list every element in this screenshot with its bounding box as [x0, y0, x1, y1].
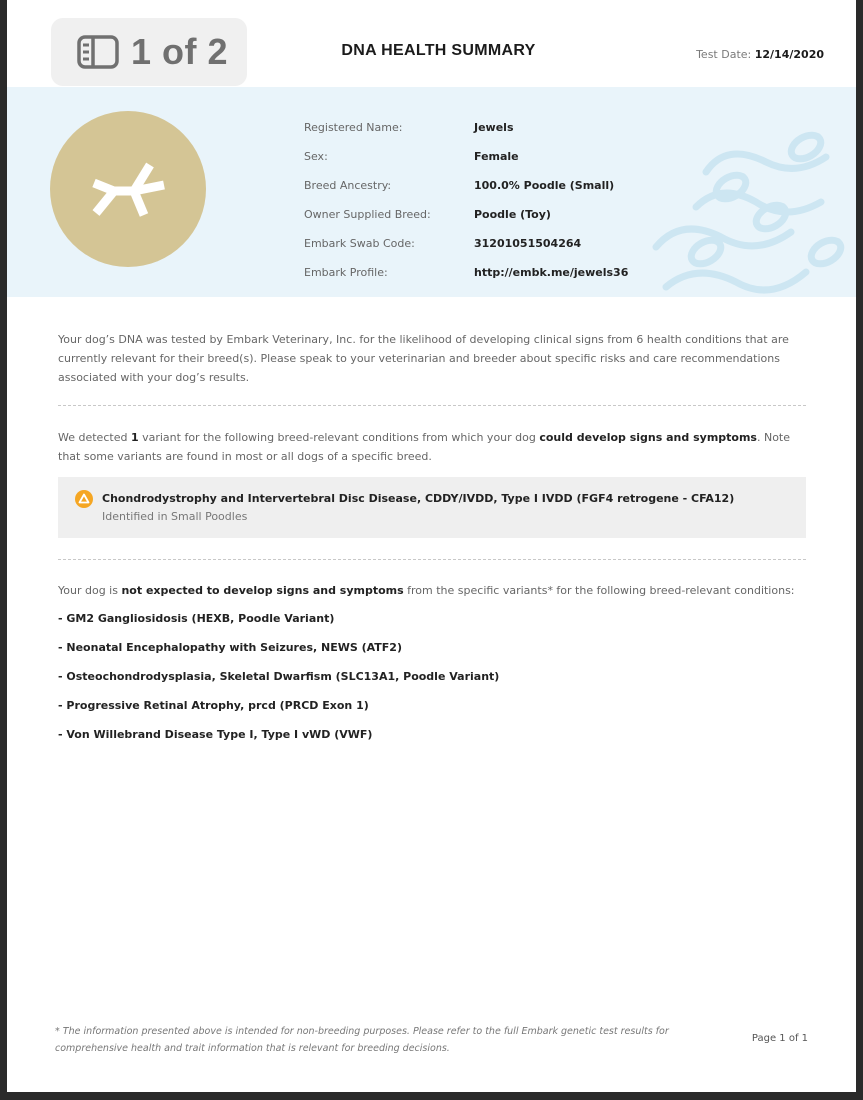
test-date-value: 12/14/2020 [754, 48, 824, 61]
profile-field-row [304, 113, 628, 142]
not-expected-suffix: from the specific variants* for the following breed-relevant conditions: [403, 584, 795, 597]
profile-field-label: Breed Ancestry: [304, 179, 392, 192]
avatar [50, 111, 206, 267]
test-date [696, 48, 824, 61]
section-divider [58, 559, 806, 560]
detected-middle: variant for the following breed-relevant conditions from which your dog [138, 431, 540, 444]
section-divider [58, 405, 806, 406]
embark-logo-icon [88, 159, 168, 219]
list-item: - GM2 Gangliosidosis (HEXB, Poodle Variant) [58, 612, 335, 625]
page-count-label: 1 of 2 [131, 31, 229, 72]
detected-count: 1 [130, 431, 139, 444]
condition-list [58, 610, 499, 755]
detected-emphasis: could develop signs and symptoms [539, 431, 757, 444]
profile-fields [304, 113, 628, 287]
not-expected-paragraph [58, 581, 806, 600]
detected-paragraph [58, 428, 806, 466]
document-page [7, 0, 856, 1092]
detected-prefix: We detected [58, 431, 131, 444]
profile-field-label: Owner Supplied Breed: [304, 208, 431, 221]
profile-field-row [304, 229, 628, 258]
condition-subtitle: Identified in Small Poodles [102, 510, 248, 523]
footnote-line: comprehensive health and trait information that is relevant for breeding decisions. [55, 1043, 450, 1054]
detected-condition-card [58, 477, 806, 538]
profile-field-row [304, 200, 628, 229]
profile-field-value: Female [474, 150, 519, 163]
not-expected-emphasis: not expected to develop signs and symptoms [121, 584, 404, 597]
page-number: Page 1 of 1 [751, 1033, 808, 1044]
profile-field-label: Registered Name: [304, 121, 403, 134]
page-count-badge[interactable] [51, 18, 247, 86]
profile-field-value: 100.0% Poodle (Small) [474, 179, 615, 192]
test-date-label: Test Date: [696, 48, 752, 61]
profile-field-value: Poodle (Toy) [474, 208, 551, 221]
document-title: DNA HEALTH SUMMARY [341, 42, 536, 59]
warning-icon [75, 490, 93, 508]
profile-header [7, 87, 856, 297]
profile-field-row [304, 142, 628, 171]
profile-field-label: Sex: [304, 150, 328, 163]
list-item: - Osteochondrodysplasia, Skeletal Dwarfism (SLC13A1, Poodle Variant) [58, 670, 500, 683]
footnote-line: * The information presented above is intended for non-breeding purposes. Please refer to the full Embark genetic test results for [55, 1026, 669, 1037]
list-item: - Von Willebrand Disease Type I, Type I vWD (VWF) [58, 728, 373, 741]
profile-field-label: Embark Swab Code: [304, 237, 415, 250]
profile-field-row [304, 171, 628, 200]
intro-paragraph: Your dog’s DNA was tested by Embark Veterinary, Inc. for the likelihood of developing clinical signs from 6 health conditions that are currently relevant for their breed(s). Please speak to your veterinarian and breeder about specific risks and care recommendations associated with your dog’s results. [58, 333, 789, 384]
detected-suffix: . Note that some variants are found in most or all dogs of a specific breed. [58, 431, 791, 463]
condition-title: Chondrodystrophy and Intervertebral Disc Disease, CDDY/IVDD, Type I IVDD (FGF4 retrogene - CFA12) [102, 492, 735, 505]
profile-field-row [304, 258, 628, 287]
profile-field-value: Jewels [474, 121, 514, 134]
profile-field-value: 31201051504264 [474, 237, 582, 250]
sidebar-toggle-icon [77, 35, 119, 69]
list-item: - Progressive Retinal Atrophy, prcd (PRCD Exon 1) [58, 699, 369, 712]
footnote [55, 1023, 695, 1057]
profile-field-label: Embark Profile: [304, 266, 388, 279]
not-expected-prefix: Your dog is [58, 584, 122, 597]
list-item: - Neonatal Encephalopathy with Seizures, NEWS (ATF2) [58, 641, 402, 654]
profile-field-value[interactable]: http://embk.me/jewels36 [474, 266, 629, 279]
